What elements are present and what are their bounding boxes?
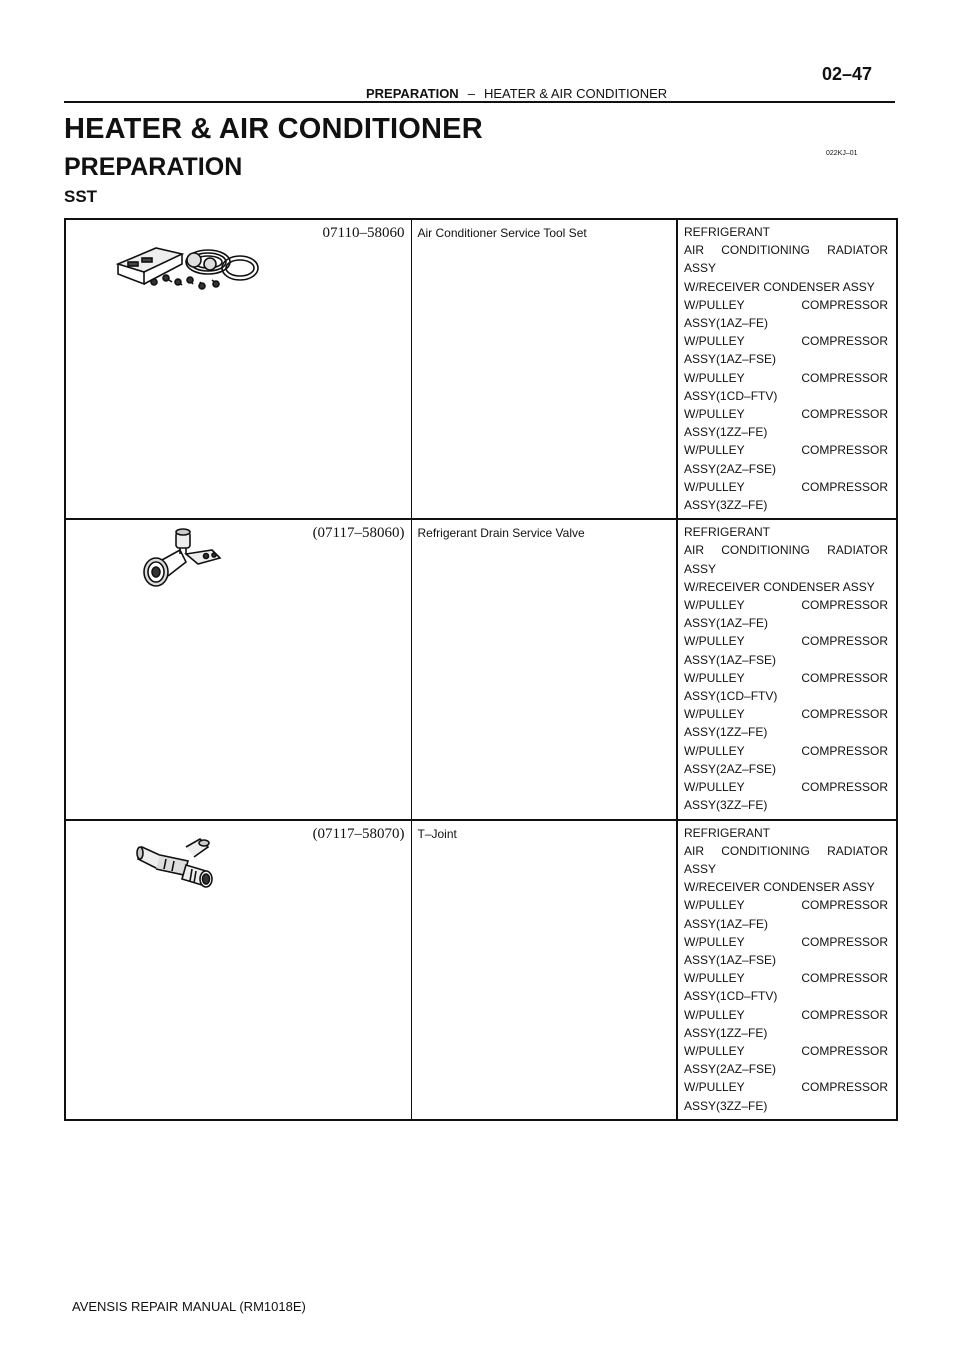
page-title: HEATER & AIR CONDITIONER: [64, 113, 483, 145]
part-number-cell: [65, 519, 411, 819]
section-title: PREPARATION: [64, 153, 243, 181]
uses-list: [678, 821, 896, 1119]
use-line: W/PULLEY COMPRESSOR: [684, 598, 888, 613]
use-line: ASSY(1CD–FTV): [684, 388, 778, 403]
use-line: W/PULLEY COMPRESSOR: [684, 334, 888, 349]
use-line: ASSY(1AZ–FSE): [684, 352, 777, 367]
use-line: ASSY(1AZ–FSE): [684, 652, 777, 667]
use-line: ASSY(1ZZ–FE): [684, 425, 768, 440]
part-number: (07117–58060): [312, 525, 405, 542]
t-joint-illustration: [136, 833, 218, 891]
use-line: REFRIGERANT: [684, 525, 771, 540]
use-line: REFRIGERANT: [684, 825, 771, 840]
use-line: ASSY(3ZZ–FE): [684, 498, 768, 513]
use-line: ASSY(2AZ–FSE): [684, 761, 777, 776]
use-line: W/PULLEY COMPRESSOR: [684, 370, 888, 385]
header-topic: HEATER & AIR CONDITIONER: [483, 86, 668, 101]
part-name: Air Conditioner Service Tool Set: [417, 226, 587, 240]
part-number: 07110–58060: [322, 225, 405, 241]
use-line: ASSY: [684, 561, 717, 576]
page-footer: AVENSIS REPAIR MANUAL (RM1018E): [72, 1299, 306, 1314]
part-name-cell: [411, 219, 677, 519]
part-number-cell: [65, 219, 411, 519]
running-header: [366, 86, 667, 101]
use-line: W/PULLEY COMPRESSOR: [684, 743, 888, 758]
table-row: [65, 519, 897, 819]
use-line: W/PULLEY COMPRESSOR: [684, 407, 888, 422]
use-line: AIR CONDITIONING RADIATOR: [684, 243, 888, 258]
use-line: W/PULLEY COMPRESSOR: [684, 1007, 888, 1022]
use-line: W/RECEIVER CONDENSER ASSY: [684, 279, 875, 294]
sst-label: SST: [64, 187, 98, 206]
use-line: W/PULLEY COMPRESSOR: [684, 479, 888, 494]
uses-cell: [677, 519, 897, 819]
use-line: W/PULLEY COMPRESSOR: [684, 1043, 888, 1058]
part-number-cell: [65, 820, 411, 1120]
use-line: ASSY(2AZ–FSE): [684, 1062, 777, 1077]
use-line: ASSY(1CD–FTV): [684, 989, 778, 1004]
uses-list: [678, 220, 896, 518]
part-name: T–Joint: [417, 826, 457, 841]
uses-cell: [677, 820, 897, 1120]
use-line: ASSY(1AZ–FE): [684, 316, 769, 331]
use-line: W/RECEIVER CONDENSER ASSY: [684, 880, 875, 895]
use-line: ASSY: [684, 861, 717, 876]
use-line: ASSY(1CD–FTV): [684, 689, 778, 704]
part-name-cell: [411, 820, 677, 1120]
uses-cell: [677, 219, 897, 519]
table-row: [65, 820, 897, 1120]
use-line: ASSY(2AZ–FSE): [684, 461, 777, 476]
use-line: W/PULLEY COMPRESSOR: [684, 898, 888, 913]
uses-list: [678, 520, 896, 818]
use-line: W/PULLEY COMPRESSOR: [684, 634, 888, 649]
use-line: W/PULLEY COMPRESSOR: [684, 934, 888, 949]
use-line: W/PULLEY COMPRESSOR: [684, 443, 888, 458]
part-name-cell: [411, 519, 677, 819]
header-separator: –: [467, 86, 475, 101]
header-rule: [64, 101, 895, 103]
use-line: ASSY(3ZZ–FE): [684, 1098, 768, 1113]
page-number: 02–47: [822, 64, 873, 84]
use-line: W/PULLEY COMPRESSOR: [684, 297, 888, 312]
use-line: W/PULLEY COMPRESSOR: [684, 971, 888, 986]
use-line: AIR CONDITIONING RADIATOR: [684, 843, 888, 858]
use-line: ASSY(1AZ–FE): [684, 616, 769, 631]
use-line: W/RECEIVER CONDENSER ASSY: [684, 579, 875, 594]
use-line: AIR CONDITIONING RADIATOR: [684, 543, 888, 558]
use-line: ASSY(1AZ–FE): [684, 916, 769, 931]
use-line: ASSY(1ZZ–FE): [684, 1025, 768, 1040]
table-row: [65, 219, 897, 519]
use-line: ASSY(1AZ–FSE): [684, 952, 777, 967]
use-line: W/PULLEY COMPRESSOR: [684, 670, 888, 685]
use-line: W/PULLEY COMPRESSOR: [684, 707, 888, 722]
drain-valve-illustration: [140, 528, 224, 590]
header-section: PREPARATION: [366, 86, 459, 101]
part-number: (07117–58070): [312, 825, 405, 842]
service-tool-set-illustration: [116, 240, 262, 296]
part-name: Refrigerant Drain Service Valve: [417, 526, 585, 541]
use-line: ASSY(3ZZ–FE): [684, 798, 768, 813]
sst-table: [64, 218, 898, 1121]
use-line: ASSY: [684, 261, 717, 276]
use-line: W/PULLEY COMPRESSOR: [684, 780, 888, 795]
figure-code: 022KJ–01: [826, 150, 858, 157]
use-line: REFRIGERANT: [684, 225, 771, 239]
use-line: W/PULLEY COMPRESSOR: [684, 1080, 888, 1095]
use-line: ASSY(1ZZ–FE): [684, 725, 768, 740]
